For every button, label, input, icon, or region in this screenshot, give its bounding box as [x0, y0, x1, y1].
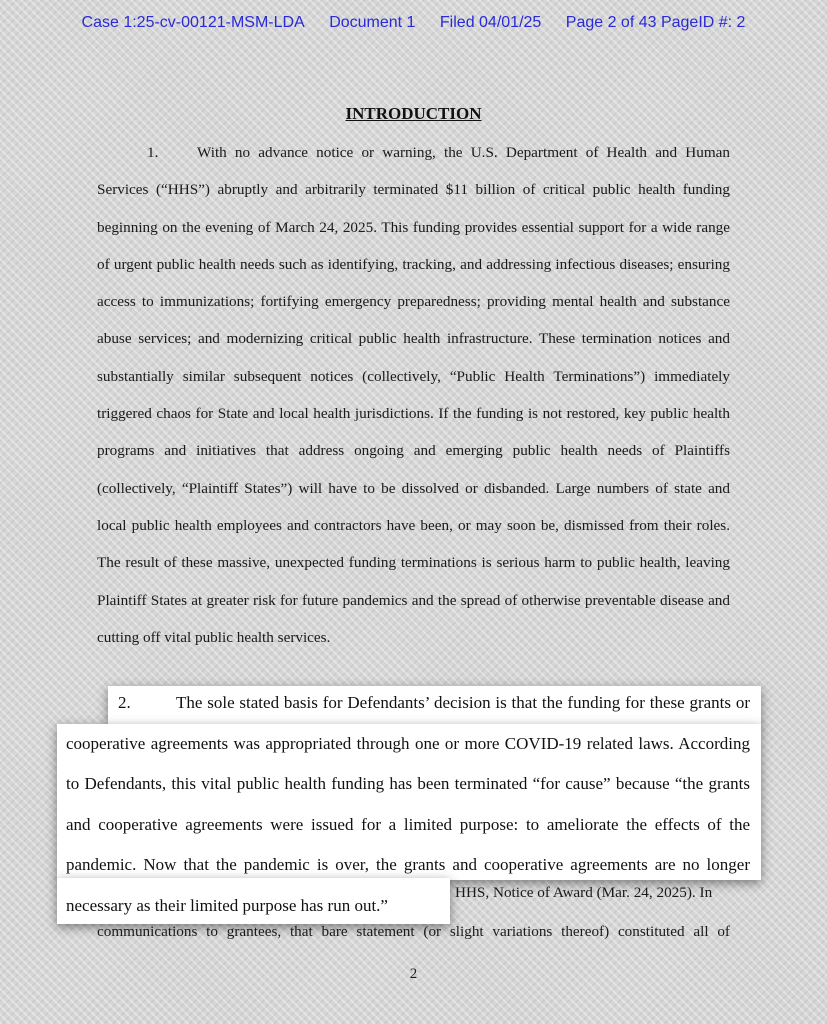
- page-number: 2: [409, 966, 418, 982]
- paragraph-text: With no advance notice or warning, the U.S. Department of Health and Human Services (“HHS”) abruptly and arbitrarily terminated $11 billion of critical public health funding beginning on the evening of March 24, 2025. This funding provides essential support for a wide range of urgent public health needs such as identifying, tracking, and addressing infectious diseases; ensuring access to immunizations; fortifying emergency preparedness; providing mental health and substance abuse services; and modernizing critical public health infrastructure. These termination notices and substantially similar subsequent notices (collectively, “Public Health Terminations”) immediately triggered chaos for State and local health jurisdictions. If the funding is not restored, key public health programs and initiatives that address ongoing and emerging public health needs of Plaintiffs (collectively, “Plaintiff States”) will have to be dissolved or disbanded. Large numbers of state and local public health employees and contractors have been, or may soon be, dismissed from their roles. The result of these massive, unexpected funding terminations is serious harm to public health, leaving Plaintiff States at greater risk for future pandemics and the spread of otherwise preventable disease and cutting off vital public health services.: [97, 144, 730, 646]
- page-id: Page 2 of 43 PageID #: 2: [565, 14, 746, 31]
- case-number: Case 1:25-cv-00121-MSM-LDA: [81, 14, 305, 31]
- paragraph-2-continued: communications to grantees, that bare statement (or slight variations thereof) constituted all of: [97, 923, 730, 940]
- section-title: INTRODUCTION: [345, 104, 482, 123]
- filed-date: Filed 04/01/25: [439, 14, 542, 31]
- paragraph-number: 2.: [118, 693, 131, 712]
- paragraph-number: 1.: [147, 144, 159, 161]
- paragraph-1: [97, 134, 730, 656]
- court-filing-header: [0, 14, 827, 32]
- citation-text: HHS, Notice of Award (Mar. 24, 2025). In: [455, 884, 713, 901]
- highlighted-quote: [66, 683, 750, 927]
- document-number: Document 1: [329, 14, 416, 31]
- quote-text: The sole stated basis for Defendants’ decision is that the funding for these grants or cooperative agreements was appropriated through one or more COVID-19 related laws. According to Defendants, this vital public health funding has been terminated “for cause” because “the grants and cooperative agreements were issued for a limited purpose: to ameliorate the effects of the pandemic. Now that the pandemic is over, the grants and cooperative agreements are no longer necessary as their limited purpose has run out.”: [66, 693, 750, 915]
